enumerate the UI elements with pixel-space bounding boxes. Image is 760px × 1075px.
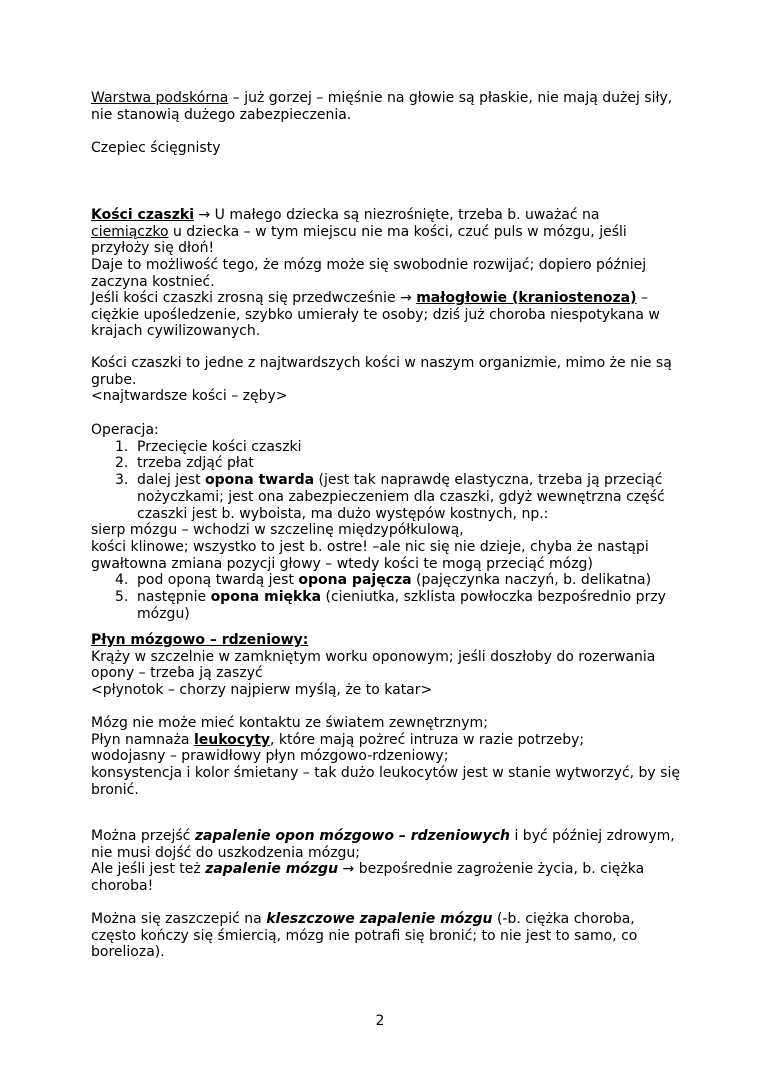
paragraph-line: [91, 732, 681, 749]
paragraph-mozg-kontakt: [91, 715, 681, 799]
term-zapalenie-opon: zapalenie opon mózgowo – rdzeniowych: [194, 828, 511, 844]
plyn-heading: Płyn mózgowo – rdzeniowy:: [91, 632, 309, 648]
paragraph-text: u dziecka – w tym miejscu nie ma kości, czuć puls w mózgu, jeśli przyłoży się dłoń!: [91, 223, 627, 257]
term-opona-twarda: opona twarda: [205, 472, 315, 489]
section-plyn-mozgowo-rdzeniowy: [91, 632, 681, 699]
term-malogłowie: małogłowie (kraniostenoza): [416, 290, 637, 306]
paragraph-line: [91, 828, 681, 861]
paragraph-text: (-b. ciężka choroba, często kończy się śmiercią, mózg nie potrafi się bronić; to nie jest to samo, co borelioza).: [91, 911, 638, 961]
term-zapalenie-mozgu: zapalenie mózgu: [205, 861, 339, 878]
term-kleszczowe-zapalenie: kleszczowe zapalenie mózgu: [266, 911, 493, 927]
paragraph-text: bezpośrednie zagrożenie życia, b. ciężka choroba!: [91, 861, 645, 895]
paragraph-line: Mózg nie może mieć kontaktu ze światem zewnętrznym;: [91, 715, 488, 731]
paragraph-text: – ciężkie upośledzenie, szybko umierały te osoby; dziś już choroba niespotykana w krajach cywilizowanych.: [91, 290, 660, 340]
plynotok-note: <płynotok – chorzy najpierw myślą, że to katar>: [91, 682, 433, 699]
paragraph-kosci-czaszki: [91, 207, 681, 257]
operacja-steps-list-continued: [91, 572, 681, 622]
list-item-text: (jest tak naprawdę elastyczna, trzeba ją przeciąć nożyczkami; jest ona zabezpieczeniem dla czaszki, gdyż wewnętrzna część czaszki jest b. wyboista, ma dużo występów kostnych, np.:: [137, 472, 665, 522]
paragraph-text: U małego dziecka są niezrośnięte, trzeba b. uważać na: [214, 207, 600, 223]
list-number: 5.: [115, 589, 129, 606]
list-item: [91, 572, 681, 589]
paragraph-text: – już gorzej – mięśnie na głowie są płaskie, nie mają dużej siły, nie stanowią dużego zabezpieczenia.: [91, 90, 673, 123]
list-item-text: (pajęczynka naczyń, b. delikatna): [411, 572, 652, 589]
paragraph-line: wodojasny – prawidłowy płyn mózgowo-rdzeniowy;: [91, 748, 449, 765]
operacja-steps-list: [91, 439, 681, 523]
paragraph-warstwa-podskorna: [91, 90, 681, 123]
list-number: 4.: [115, 572, 129, 589]
paragraph-line: [91, 861, 681, 894]
list-number: 1.: [115, 438, 129, 455]
note-zeby: <najtwardsze kości – zęby>: [91, 388, 288, 404]
paragraph-czepiec: Czepiec ścięgnisty: [91, 140, 221, 156]
paragraph-text: Można przejść: [91, 828, 195, 844]
paragraph-text: i być później zdrowym, nie musi dojść do uszkodzenia mózgu;: [91, 828, 675, 861]
term-opona-miekka: opona miękka: [210, 589, 322, 606]
list-item-text: dalej jest: [137, 472, 206, 489]
paragraph-zapalenie: [91, 828, 681, 895]
list-item: [91, 589, 681, 622]
list-number: 2.: [115, 455, 129, 472]
term-opona-pajecza: opona pajęcza: [298, 572, 412, 589]
term-ciemiaczko: ciemiączko: [91, 223, 169, 240]
sierp-mozgu-line: sierp mózgu – wchodzi w szczelinę międzypółkulową,: [91, 522, 464, 539]
paragraph-najtwardsze-kosci: Kości czaszki to jedne z najtwardszych kości w naszym organizmie, mimo że nie są grube.: [91, 355, 672, 388]
list-item: [91, 455, 681, 472]
list-item-text: (cieniutka, szklista powłoczka bezpośrednio przy mózgu): [137, 589, 666, 622]
list-number: 3.: [115, 472, 129, 489]
paragraph-szczepienie: [91, 911, 681, 961]
page-number: 2: [375, 1013, 385, 1029]
paragraph-text: Można się zaszczepić na: [91, 911, 267, 927]
arrow-icon: →: [194, 207, 215, 223]
paragraph-text: Płyn namnaża: [91, 731, 194, 748]
list-item-text: trzeba zdjąć płat: [137, 455, 254, 472]
section-operacja: [91, 422, 681, 622]
paragraph-text: Ale jeśli jest też: [91, 861, 206, 878]
paragraph-malogłowie: [91, 290, 681, 340]
term-leukocyty: leukocyty: [193, 731, 271, 748]
paragraph-text: Jeśli kości czaszki zrosną się przedwcześnie: [91, 290, 401, 306]
arrow-icon: →: [338, 861, 359, 878]
list-item: [91, 472, 681, 522]
list-item-text: Przecięcie kości czaszki: [137, 438, 302, 455]
plyn-line: Krąży w szczelnie w zamkniętym worku oponowym; jeśli doszłoby do rozerwania opony – trzeba ją zaszyć: [91, 648, 656, 682]
list-item-text: pod oponą twardą jest: [137, 572, 299, 589]
arrow-icon: →: [400, 290, 412, 306]
paragraph-line: konsystencja i kolor śmietany – tak dużo leukocytów jest w stanie wytworzyć, by się bronić.: [91, 765, 680, 798]
kosci-klinowe-line: kości klinowe; wszystko to jest b. ostre! –ale nic się nie dzieje, chyba że nastąpi gwałtowna zmiana pozycji głowy – wtedy kości te mogą przeciąć mózg): [91, 538, 649, 572]
paragraph-text: , które mają pożreć intruza w razie potrzeby;: [270, 731, 585, 748]
list-item-text: następnie: [137, 589, 211, 606]
operacja-heading: Operacja:: [91, 422, 159, 438]
list-item: [91, 439, 681, 456]
term-warstwa-podskorna: Warstwa podskórna: [91, 90, 229, 106]
paragraph-rozwoj-mozgu: Daje to możliwość tego, że mózg może się swobodnie rozwijać; dopiero później zaczyna kostnieć.: [91, 257, 647, 290]
term-kosci-czaszki: Kości czaszki: [91, 207, 195, 223]
